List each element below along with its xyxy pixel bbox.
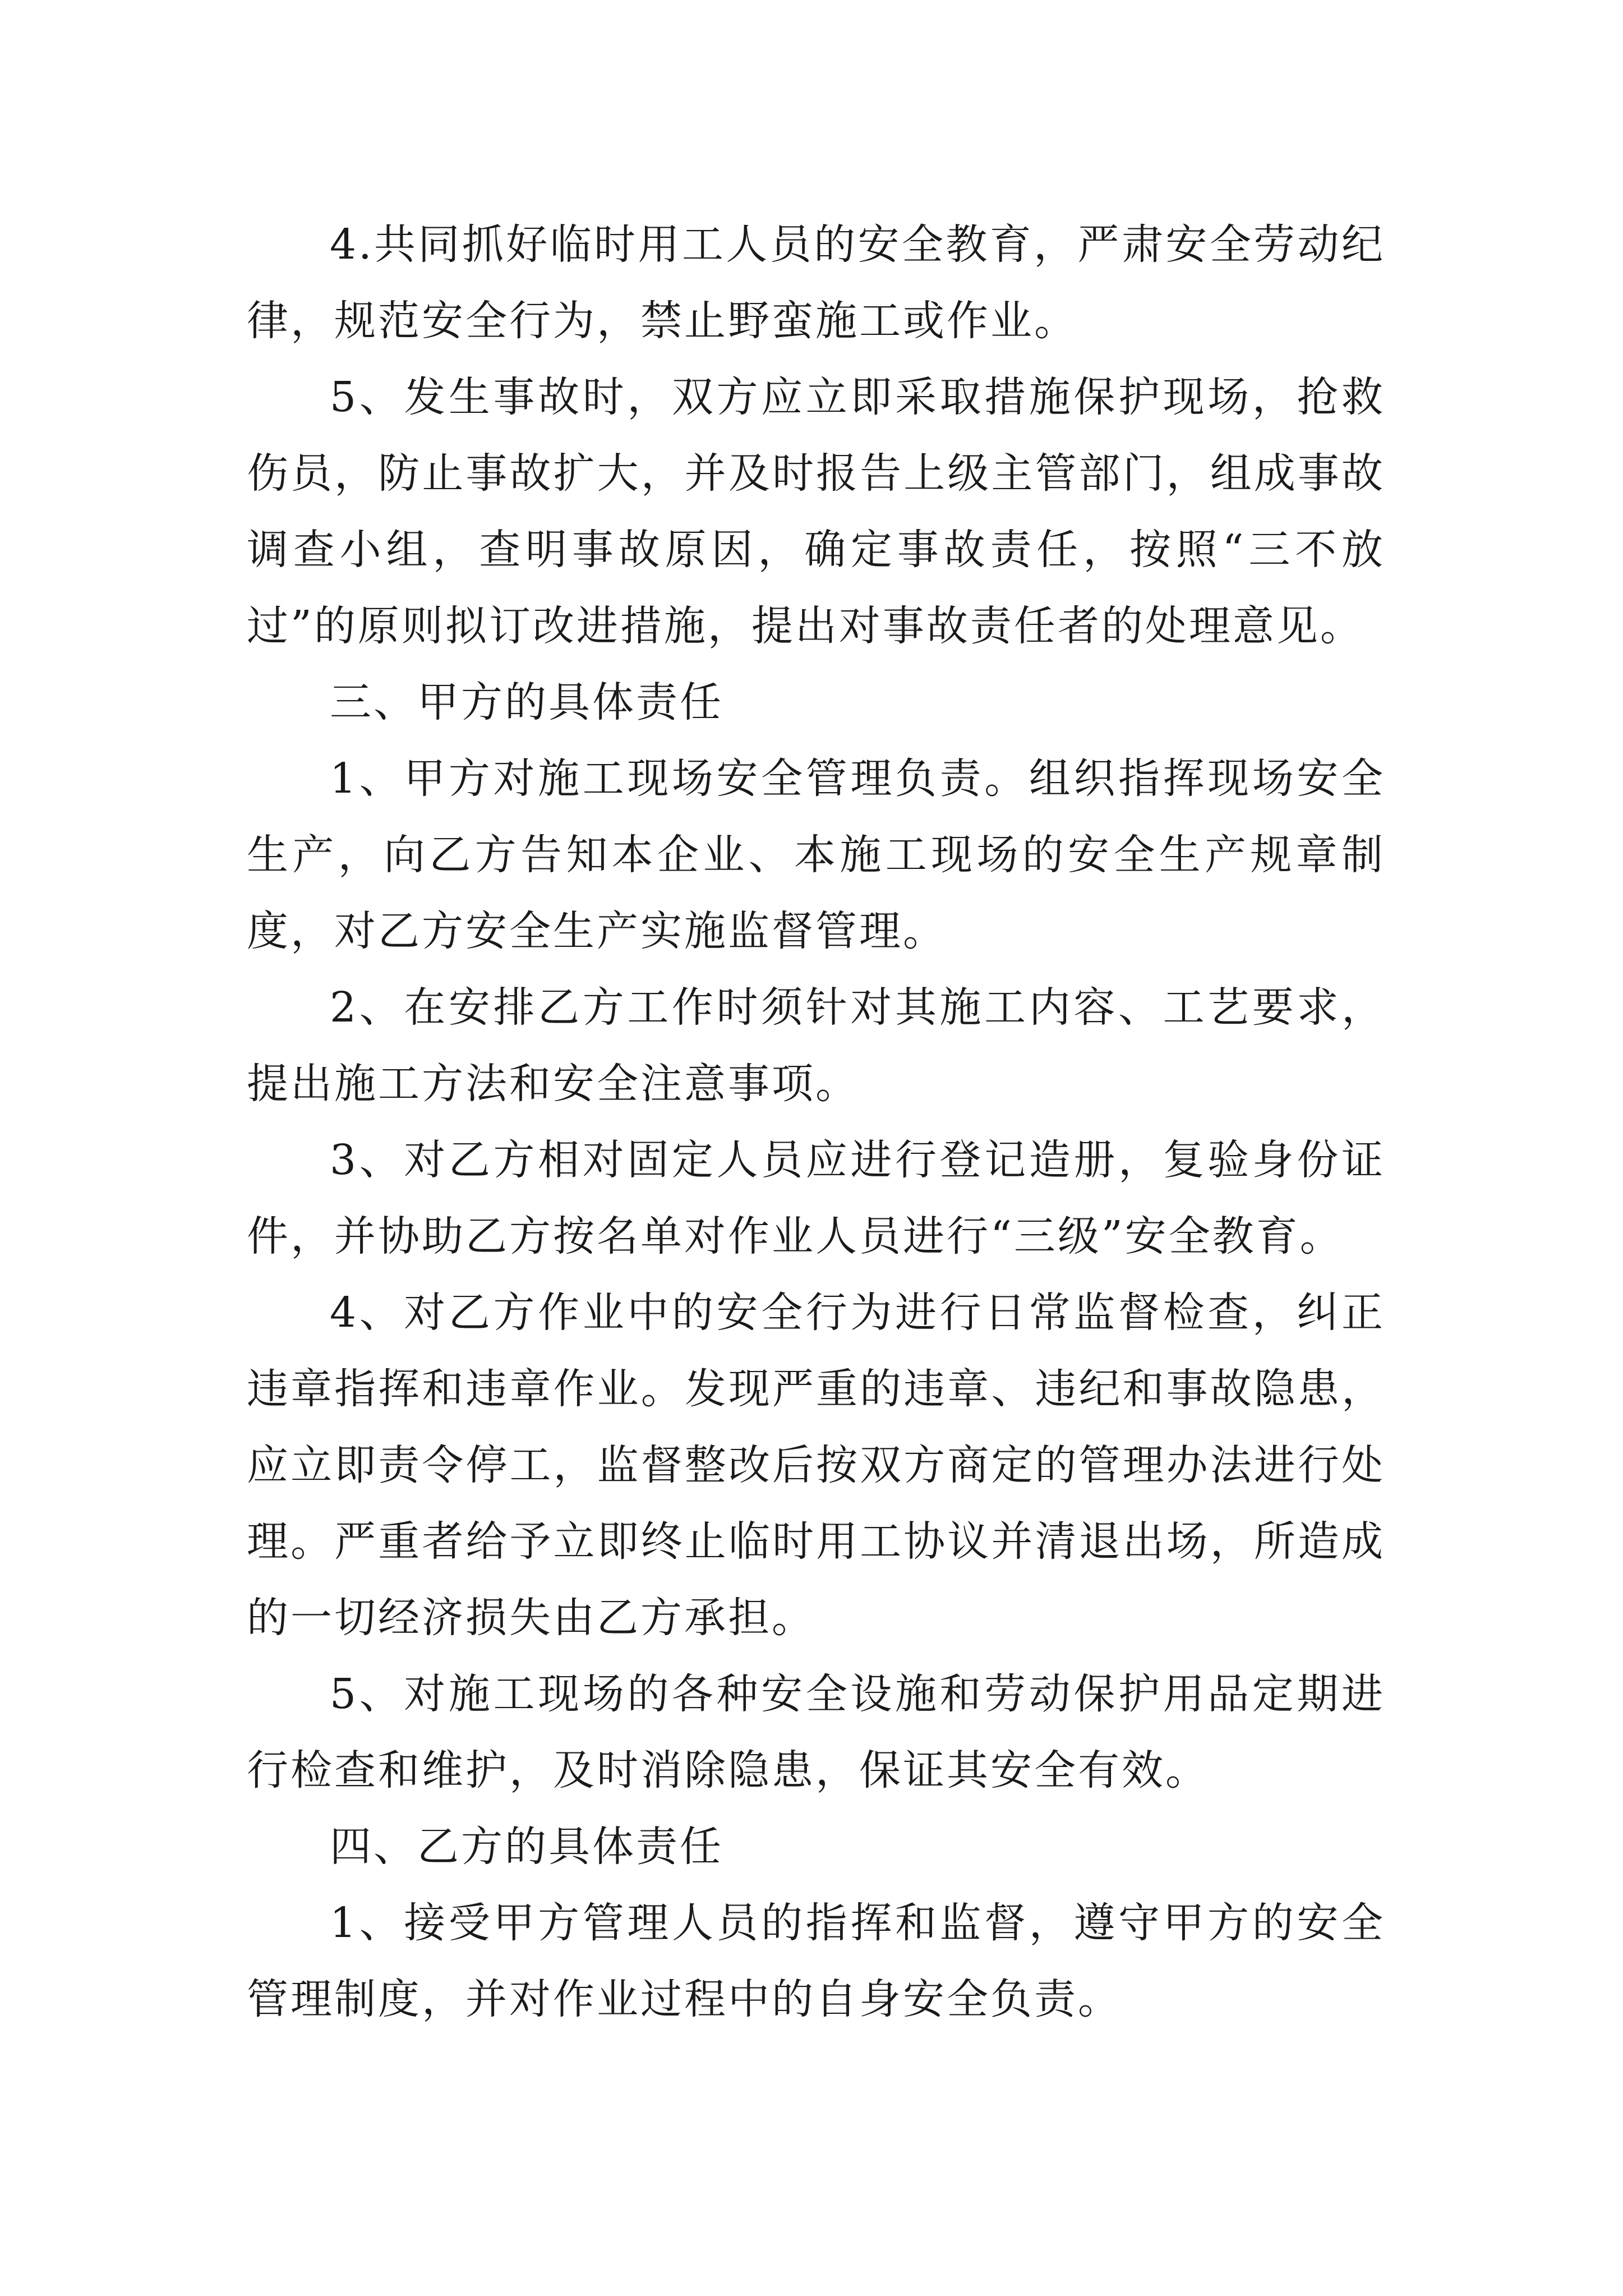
party-a-item-3: 3、对乙方相对固定人员应进行登记造册，复验身份证件，并协助乙方按名单对作业人员进行“三级”安全教育。 xyxy=(247,1136,1385,1260)
party-b-item-1: 1、接受甲方管理人员的指挥和监督，遵守甲方的安全管理制度，并对作业过程中的自身安全负责。 xyxy=(247,1899,1385,2023)
section-heading-party-a: 三、甲方的具体责任 xyxy=(330,678,723,726)
party-a-item-4: 4、对乙方作业中的安全行为进行日常监督检查，纠正违章指挥和违章作业。发现严重的违章、违纪和事故隐患，应立即责令停工，监督整改后按双方商定的管理办法进行处理。严重者给予立即终止临时用工协议并清退出场，所造成的一切经济损失由乙方承担。 xyxy=(247,1289,1385,1642)
party-a-item-1: 1、甲方对施工现场安全管理负责。组织指挥现场安全生产，向乙方告知本企业、本施工现场的安全生产规章制度，对乙方安全生产实施监督管理。 xyxy=(247,754,1385,955)
party-a-item-5: 5、对施工现场的各种安全设施和劳动保护用品定期进行检查和维护，及时消除隐患，保证其安全有效。 xyxy=(247,1670,1385,1795)
paragraph-5-accident-handling: 5、发生事故时，双方应立即采取措施保护现场，抢救伤员，防止事故扩大，并及时报告上级主管部门，组成事故调查小组，查明事故原因，确定事故责任，按照“三不放过”的原则拟订改进措施，提出对事故责任者的处理意见。 xyxy=(247,373,1385,650)
party-a-item-2: 2、在安排乙方工作时须针对其施工内容、工艺要求，提出施工方法和安全注意事项。 xyxy=(247,983,1385,1108)
section-heading-party-b: 四、乙方的具体责任 xyxy=(330,1823,723,1871)
paragraph-4-safety-education: 4.共同抓好临时用工人员的安全教育，严肃安全劳动纪律，规范安全行为，禁止野蛮施工或作业。 xyxy=(247,220,1385,345)
document-body xyxy=(247,206,1385,2037)
